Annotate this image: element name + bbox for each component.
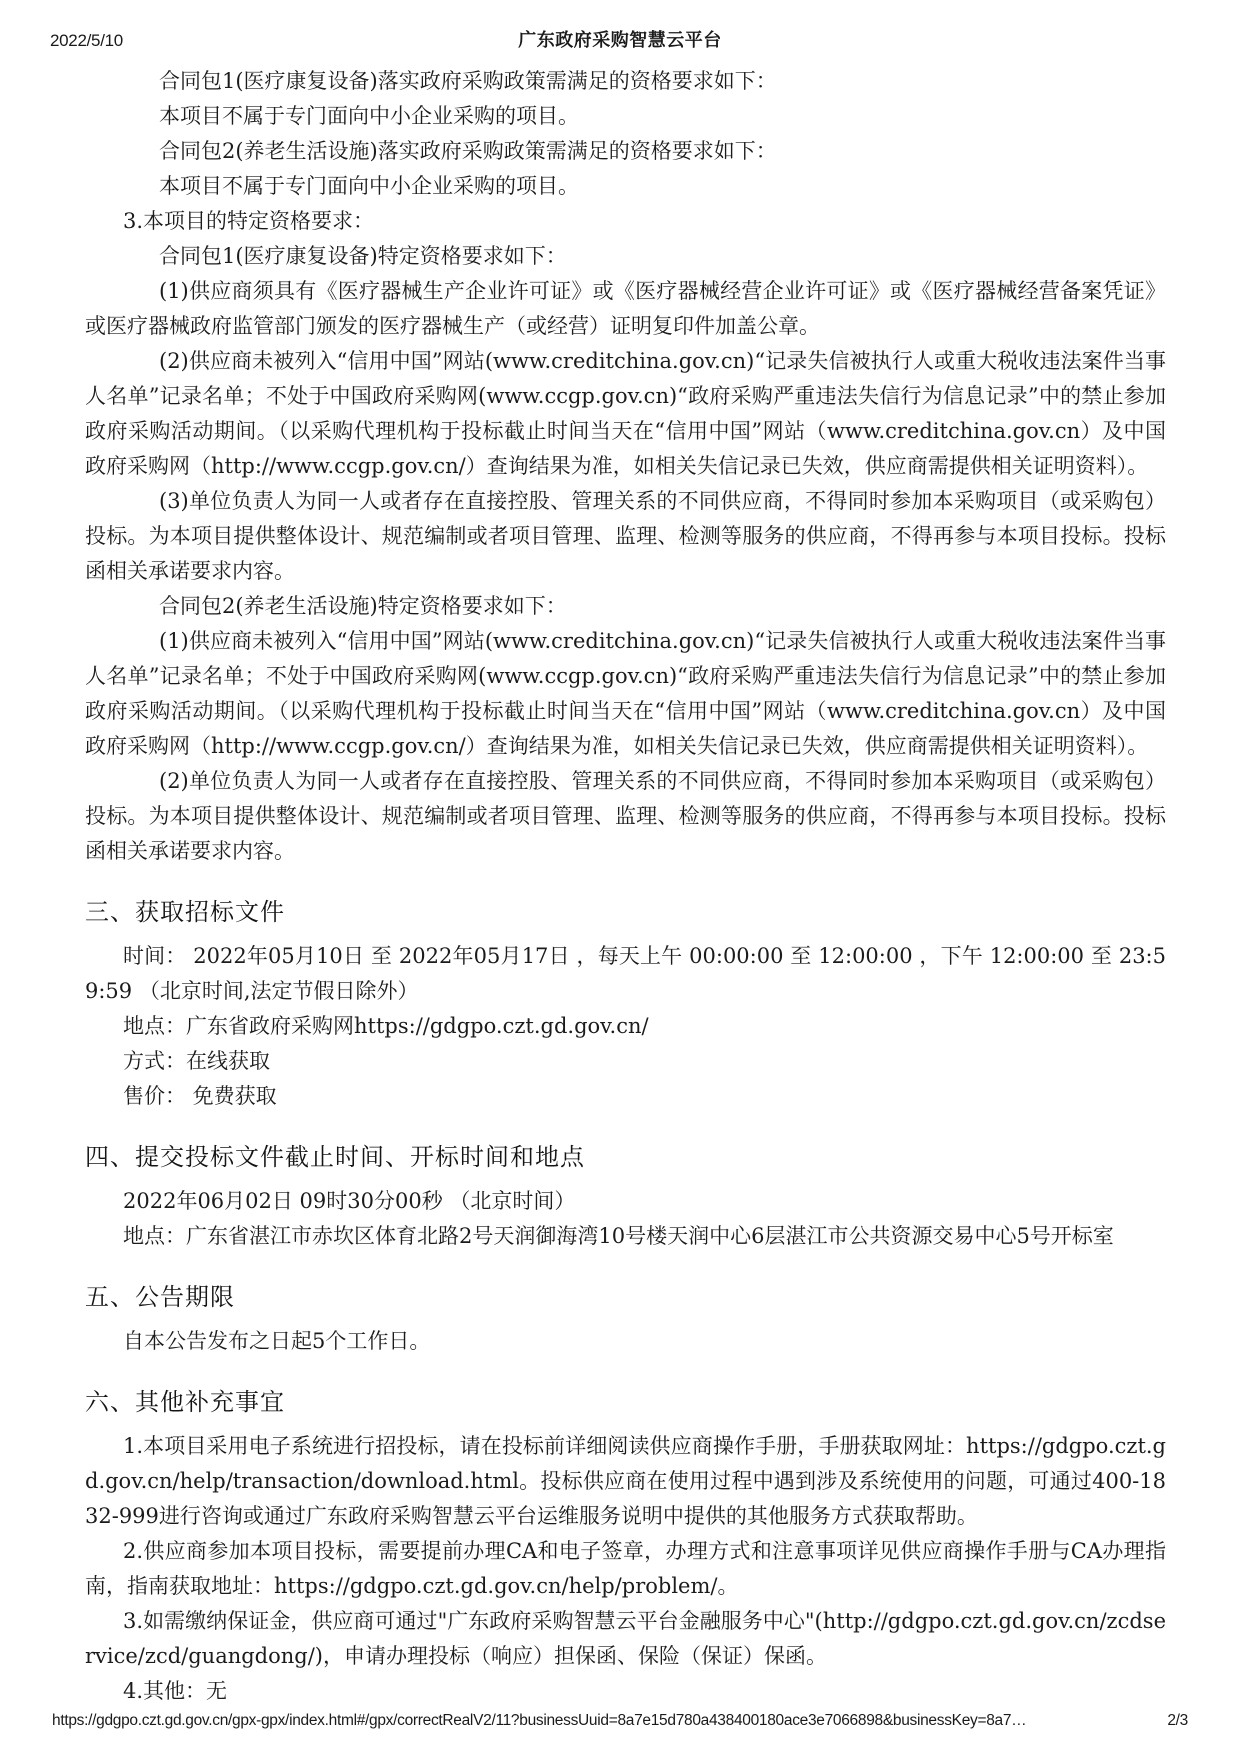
paragraph-other-4-none: 4.其他：无 [123,1679,228,1703]
paragraph-deadline-time: 2022年06月02日 09时30分00秒 （北京时间） [123,1189,576,1213]
paragraph-not-sme-2: 本项目不属于专门面向中小企业采购的项目。 [159,174,579,198]
paragraph-announcement-period: 自本公告发布之日起5个工作日。 [123,1329,431,1353]
paragraph-package2-req-2: (2)单位负责人为同一人或者存在直接控股、管理关系的不同供应商，不得同时参加本采购项目（或采购包）投标。为本项目提供整体设计、规范编制或者项目管理、监理、检测等服务的供应商，不得再参与本项目投标。投标函相关承诺要求内容。 [85,769,1166,863]
section-heading-obtain-documents: 三、获取招标文件 [85,898,285,926]
section-heading-announcement-period: 五、公告期限 [85,1283,235,1311]
paragraph-obtain-time: 时间： 2022年05月10日 至 2022年05月17日 ，每天上午 00:00:00 至 12:00:00 ，下午 12:00:00 至 23:59:59 （北京时间,法定节假日除外） [85,944,1166,1003]
paragraph-package1-policy: 合同包1(医疗康复设备)落实政府采购政策需满足的资格要求如下： [159,69,777,93]
print-footer [52,1712,1188,1730]
paragraph-package1-specific-title: 合同包1(医疗康复设备)特定资格要求如下： [159,244,567,268]
paragraph-obtain-location: 地点：广东省政府采购网https://gdgpo.czt.gd.gov.cn/ [123,1014,649,1038]
paragraph-package1-req-1: (1)供应商须具有《医疗器械生产企业许可证》或《医疗器械经营企业许可证》或《医疗器械经营备案凭证》或医疗器械政府监管部门颁发的医疗器械生产（或经营）证明复印件加盖公章。 [85,279,1166,338]
paragraph-not-sme-1: 本项目不属于专门面向中小企业采购的项目。 [159,104,579,128]
paragraph-package2-specific-title: 合同包2(养老生活设施)特定资格要求如下： [159,594,567,618]
paragraph-opening-location: 地点：广东省湛江市赤坎区体育北路2号天润御海湾10号楼天润中心6层湛江市公共资源交易中心5号开标室 [123,1224,1114,1248]
paragraph-package2-req-1: (1)供应商未被列入“信用中国”网站(www.creditchina.gov.cn)“记录失信被执行人或重大税收违法案件当事人名单”记录名单；不处于中国政府采购网(www.ccgp.gov.cn)“政府采购严重违法失信行为信息记录”中的禁止参加政府采购活动期间。（以采购代理机构于投标截止时间当天在“信用中国”网站（www.creditchina.gov.cn）及中国政府采购网（http://www.ccgp.gov.cn/）查询结果为准，如相关失信记录已失效，供应商需提供相关证明资料）。 [85,629,1166,758]
announcement-document [0,52,1240,1709]
paragraph-package1-req-3: (3)单位负责人为同一人或者存在直接控股、管理关系的不同供应商，不得同时参加本采购项目（或采购包）投标。为本项目提供整体设计、规范编制或者项目管理、监理、检测等服务的供应商，不得再参与本项目投标。投标函相关承诺要求内容。 [85,489,1166,583]
paragraph-other-2-ca: 2.供应商参加本项目投标，需要提前办理CA和电子签章，办理方式和注意事项详见供应商操作手册与CA办理指南，指南获取地址：https://gdgpo.czt.gd.gov.cn/help/problem/。 [85,1539,1166,1598]
page-indicator: 2/3 [1167,1712,1188,1729]
paragraph-package1-req-2: (2)供应商未被列入“信用中国”网站(www.creditchina.gov.cn)“记录失信被执行人或重大税收违法案件当事人名单”记录名单；不处于中国政府采购网(www.ccgp.gov.cn)“政府采购严重违法失信行为信息记录”中的禁止参加政府采购活动期间。（以采购代理机构于投标截止时间当天在“信用中国”网站（www.creditchina.gov.cn）及中国政府采购网（http://www.ccgp.gov.cn/）查询结果为准，如相关失信记录已失效，供应商需提供相关证明资料）。 [85,349,1166,478]
site-title: 广东政府采购智慧云平台 [518,30,722,50]
paragraph-package2-policy: 合同包2(养老生活设施)落实政府采购政策需满足的资格要求如下： [159,139,777,163]
print-header [0,0,1240,52]
paragraph-obtain-method: 方式：在线获取 [123,1049,270,1073]
paragraph-other-1-esystem: 1.本项目采用电子系统进行招投标，请在投标前详细阅读供应商操作手册，手册获取网址：https://gdgpo.czt.gd.gov.cn/help/transaction/download.html。投标供应商在使用过程中遇到涉及系统使用的问题，可通过400-1832-999进行咨询或通过广东政府采购智慧云平台运维服务说明中提供的其他服务方式获取帮助。 [85,1434,1166,1528]
paragraph-item-3-specific-requirements: 3.本项目的特定资格要求： [123,209,375,233]
section-heading-other-matters: 六、其他补充事宜 [85,1388,285,1416]
section-heading-submission-deadline: 四、提交投标文件截止时间、开标时间和地点 [85,1143,585,1171]
paragraph-other-3-deposit: 3.如需缴纳保证金，供应商可通过"广东政府采购智慧云平台金融服务中心"(http://gdgpo.czt.gd.gov.cn/zcdservice/zcd/guangdong/)，申请办理投标（响应）担保函、保险（保证）保函。 [85,1609,1166,1668]
source-url: https://gdgpo.czt.gd.gov.cn/gpx-gpx/index.html#/gpx/correctRealV2/11?businessUuid=8a7e15d780a438400180ace3e7066898&businessKey=8a7… [52,1712,1027,1729]
print-date: 2022/5/10 [50,31,123,50]
paragraph-obtain-price: 售价： 免费获取 [123,1084,277,1108]
